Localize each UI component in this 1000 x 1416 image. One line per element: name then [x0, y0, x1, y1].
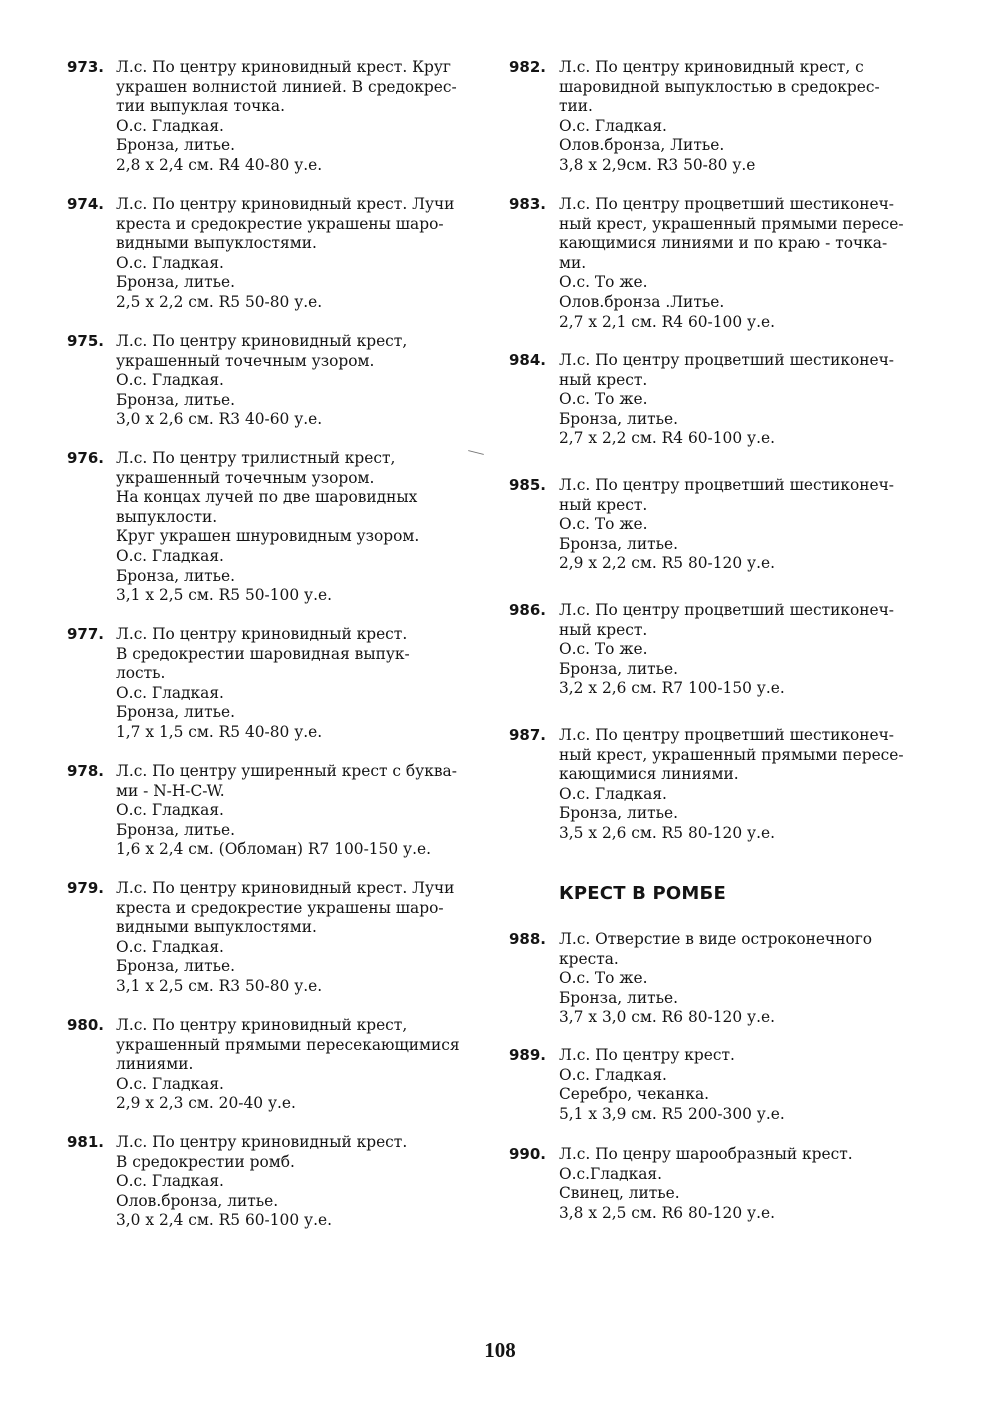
- entry-line: кающимися линиями.: [559, 765, 739, 784]
- entry-description: [559, 930, 872, 1028]
- entry-line: Бронза, литье.: [116, 703, 235, 722]
- entry-line: 2,7 х 2,1 см. R4 60-100 у.е.: [559, 312, 775, 331]
- entry-line: Бронза, литье.: [116, 820, 235, 839]
- entry-number: 982.: [509, 58, 547, 76]
- entry-line: Л.с. По центру крест.: [559, 1046, 735, 1064]
- entry-number: 981.: [67, 1133, 105, 1151]
- entry-number: 976.: [67, 449, 105, 467]
- entry-line: О.с. Гладкая.: [559, 1065, 667, 1084]
- entry-line: 2,5 х 2,2 см. R5 50-80 у.е.: [116, 292, 323, 311]
- entry-number: 974.: [67, 195, 105, 213]
- stray-print-mark: [468, 450, 484, 455]
- entry-line: Л.с. По ценру шарообразный крест.: [559, 1145, 853, 1163]
- page-number: 108: [484, 1338, 516, 1362]
- entry-line: Л.с. По центру криновидный крест,: [116, 332, 408, 350]
- entry-line: О.с. Гладкая.: [116, 116, 224, 135]
- entry-line: Л.с. По центру трилистный крест,: [116, 449, 396, 467]
- entry-line: 3,2 х 2,6 см. R7 100-150 у.е.: [559, 679, 785, 698]
- entry-line: О.с. Гладкая.: [116, 371, 224, 390]
- entry-line: Л.с. Отверстие в виде остроконечного: [559, 930, 873, 948]
- entry-line: ный крест.: [559, 370, 648, 389]
- entry-line: ный крест, украшенный прямыми пересе-: [559, 745, 904, 764]
- entry-line: О.с. Гладкая.: [116, 253, 224, 272]
- entry-line: О.с. Гладкая.: [116, 1074, 224, 1093]
- entry-line: Свинец, литье.: [559, 1184, 680, 1203]
- entry-line: Л.с. По центру процветший шестиконеч-: [559, 476, 895, 494]
- entry-line: 1,6 х 2,4 см. (Обломан) R7 100-150 у.е.: [116, 840, 431, 859]
- entry-number: 983.: [509, 195, 547, 213]
- entry-line: 2,8 х 2,4 см. R4 40-80 у.е.: [116, 155, 323, 174]
- entry-line: 2,9 х 2,3 см. 20-40 у.е.: [116, 1094, 296, 1113]
- entry-description: [559, 58, 880, 176]
- entry-number: 989.: [509, 1046, 547, 1064]
- entry-line: ми.: [559, 253, 587, 272]
- entry-line: Олов.бронза .Литье.: [559, 292, 725, 311]
- entry-line: украшенный прямыми пересекающимися: [116, 1035, 460, 1054]
- entry-description: [559, 601, 894, 699]
- entry-line: Л.с. По центру процветший шестиконеч-: [559, 195, 895, 213]
- entry-line: 3,0 х 2,4 см. R5 60-100 у.е.: [116, 1211, 332, 1230]
- entry-line: креста и средокрестие украшены шаро-: [116, 898, 444, 917]
- entry-line: ный крест.: [559, 495, 648, 514]
- entry-number: 984.: [509, 351, 547, 369]
- entry-line: линиями.: [116, 1055, 194, 1074]
- entry-line: тии выпуклая точка.: [116, 97, 285, 116]
- entry-line: О.с. Гладкая.: [559, 784, 667, 803]
- entry-line: Бронза, литье.: [559, 659, 678, 678]
- entry-line: Л.с. По центру криновидный крест.: [116, 625, 408, 643]
- entry-description: [116, 449, 419, 606]
- entry-description: [116, 879, 454, 997]
- entry-line: О.с. То же.: [559, 273, 648, 292]
- entry-line: 3,5 х 2,6 см. R5 80-120 у.е.: [559, 823, 775, 842]
- entry-number: 985.: [509, 476, 547, 494]
- entry-line: О.с. То же.: [559, 969, 648, 988]
- entry-description: [559, 1145, 853, 1223]
- entry-line: Л.с. По центру криновидный крест. Лучи: [116, 879, 455, 897]
- entry-line: 3,7 х 3,0 см. R6 80-120 у.е.: [559, 1008, 775, 1027]
- entry-line: О.с.Гладкая.: [559, 1164, 663, 1183]
- entry-number: 977.: [67, 625, 105, 643]
- entry-line: 3,0 х 2,6 см. R3 40-60 у.е.: [116, 410, 323, 429]
- entry-line: Л.с. По центру криновидный крест. Круг: [116, 58, 451, 76]
- entry-line: украшенный точечным узором.: [116, 468, 375, 487]
- entry-description: [116, 58, 457, 176]
- entry-description: [559, 476, 894, 574]
- entry-line: Л.с. По центру процветший шестиконеч-: [559, 351, 895, 369]
- entry-line: 2,7 х 2,2 см. R4 60-100 у.е.: [559, 429, 775, 448]
- entry-line: Бронза, литье.: [116, 566, 235, 585]
- entry-line: О.с. Гладкая.: [116, 801, 224, 820]
- entry-line: О.с. Гладкая.: [116, 1172, 224, 1191]
- entry-line: Л.с. По центру криновидный крест,: [116, 1016, 408, 1034]
- entry-description: [116, 332, 407, 430]
- entry-line: Круг украшен шнуровидным узором.: [116, 527, 420, 546]
- section-heading: КРЕСТ В РОМБЕ: [559, 883, 726, 904]
- entry-number: 978.: [67, 762, 105, 780]
- entry-line: О.с. Гладкая.: [559, 116, 667, 135]
- entry-number: 975.: [67, 332, 105, 350]
- entry-line: Л.с. По центру криновидный крест. Лучи: [116, 195, 455, 213]
- entry-line: ми - N-H-C-W.: [116, 781, 225, 800]
- entry-line: 3,8 х 2,9см. R3 50-80 у.е: [559, 155, 756, 174]
- entry-number: 990.: [509, 1145, 547, 1163]
- entry-line: Бронза, литье.: [116, 957, 235, 976]
- entry-line: тии.: [559, 97, 593, 116]
- entry-line: ный крест, украшенный прямыми пересе-: [559, 214, 904, 233]
- entry-description: [559, 726, 904, 844]
- entry-line: Бронза, литье.: [559, 988, 678, 1007]
- entry-line: Бронза, литье.: [116, 273, 235, 292]
- entry-line: 3,8 х 2,5 см. R6 80-120 у.е.: [559, 1203, 775, 1222]
- entry-line: На концах лучей по две шаровидных: [116, 488, 418, 507]
- entry-description: [116, 195, 454, 313]
- entry-line: Л.с. По центру уширенный крест с буква-: [116, 762, 457, 780]
- entry-description: [116, 625, 410, 743]
- entry-line: Бронза, литье.: [559, 534, 678, 553]
- entry-line: видными выпуклостями.: [116, 234, 317, 253]
- entry-description: [116, 1016, 460, 1114]
- entry-number: 973.: [67, 58, 105, 76]
- entry-line: креста и средокрестие украшены шаро-: [116, 214, 444, 233]
- entry-number: 987.: [509, 726, 547, 744]
- entry-line: кающимися линиями и по краю - точка-: [559, 234, 888, 253]
- entry-line: видными выпуклостями.: [116, 918, 317, 937]
- entry-line: украшенный точечным узором.: [116, 351, 375, 370]
- entry-line: Бронза, литье.: [116, 136, 235, 155]
- entry-line: В средокрестии шаровидная выпук-: [116, 644, 410, 663]
- entry-line: 3,1 х 2,5 см. R5 50-100 у.е.: [116, 586, 332, 605]
- entry-line: Л.с. По центру криновидный крест, с: [559, 58, 864, 76]
- entry-line: О.с. То же.: [559, 640, 648, 659]
- entry-line: шаровидной выпуклостью в средокрес-: [559, 77, 880, 96]
- entry-line: Л.с. По центру криновидный крест.: [116, 1133, 408, 1151]
- entry-description: [559, 1046, 785, 1124]
- entry-description: [559, 351, 894, 449]
- entry-number: 986.: [509, 601, 547, 619]
- entry-line: О.с. Гладкая.: [116, 937, 224, 956]
- entry-line: О.с. Гладкая.: [116, 546, 224, 565]
- entry-line: выпуклости.: [116, 507, 218, 526]
- entry-line: О.с. То же.: [559, 390, 648, 409]
- entry-line: ный крест.: [559, 620, 648, 639]
- entry-line: украшен волнистой линией. В средокрес-: [116, 77, 457, 96]
- entry-number: 979.: [67, 879, 105, 897]
- entry-line: креста.: [559, 949, 619, 968]
- entry-line: Бронза, литье.: [559, 804, 678, 823]
- entry-line: Бронза, литье.: [559, 409, 678, 428]
- entry-number: 988.: [509, 930, 547, 948]
- entry-line: 2,9 х 2,2 см. R5 80-120 у.е.: [559, 554, 775, 573]
- entry-line: Олов.бронза, Литье.: [559, 136, 725, 155]
- entry-line: Л.с. По центру процветший шестиконеч-: [559, 601, 895, 619]
- entry-line: Бронза, литье.: [116, 390, 235, 409]
- entry-description: [559, 195, 904, 332]
- entry-line: О.с. То же.: [559, 515, 648, 534]
- entry-line: 1,7 х 1,5 см. R5 40-80 у.е.: [116, 722, 323, 741]
- entry-line: О.с. Гладкая.: [116, 683, 224, 702]
- entry-line: В средокрестии ромб.: [116, 1152, 295, 1171]
- entry-description: [116, 762, 457, 860]
- entry-description: [116, 1133, 407, 1231]
- entry-line: Олов.бронза, литье.: [116, 1191, 279, 1210]
- entry-line: Л.с. По центру процветший шестиконеч-: [559, 726, 895, 744]
- entry-line: 5,1 х 3,9 см. R5 200-300 у.е.: [559, 1104, 785, 1123]
- entry-line: лость.: [116, 664, 166, 683]
- entry-line: 3,1 х 2,5 см. R3 50-80 у.е.: [116, 976, 323, 995]
- entry-number: 980.: [67, 1016, 105, 1034]
- entry-line: Серебро, чеканка.: [559, 1085, 710, 1104]
